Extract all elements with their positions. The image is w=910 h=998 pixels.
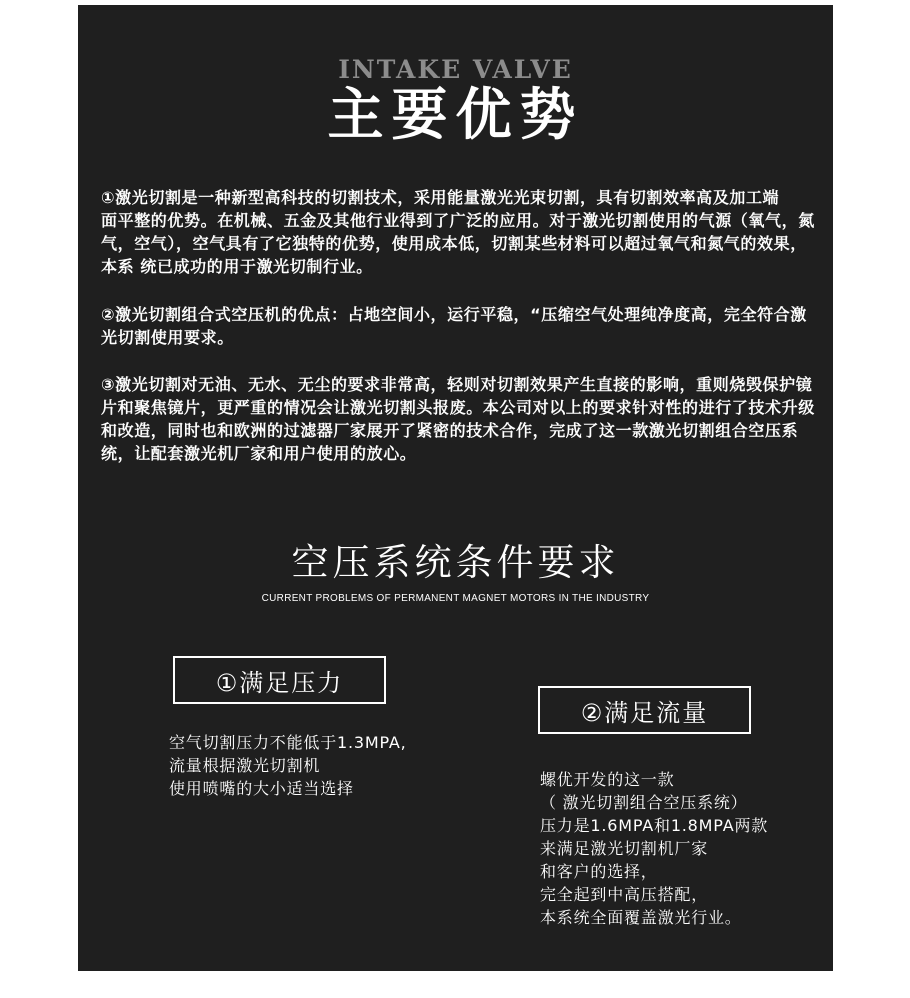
advantage-paragraph-2: ②激光切割组合式空压机的优点：占地空间小，运行平稳，“压缩空气处理纯净度高，完全符合激光切割使用要求。 [101, 305, 807, 347]
requirements-title: 空压系统条件要求 [291, 541, 620, 584]
pressure-requirement-box [173, 656, 386, 704]
pressure-text-line: 空气切割压力不能低于1.3MPA, [169, 733, 407, 752]
flow-text-line: 完全起到中高压搭配， [540, 885, 709, 904]
flow-requirement-label: ②满足流量 [580, 698, 709, 727]
pressure-requirement-label: ①满足压力 [215, 668, 344, 697]
advantage-paragraph-3: ③激光切割对无油、无水、无尘的要求非常高，轻则对切割效果产生直接的影响，重则烧毁保护镜片和聚焦镜片，更严重的情况会让激光切割头报废。本公司对以上的要求针对性的进行了技术升级和改造，同时也和欧洲的过滤器厂家展开了紧密的技术合作，完成了这一款激光切割组合空压系统，让配套激光机厂家和用户使用的放心。 [101, 375, 815, 463]
flow-text-line: 压力是1.6MPA和1.8MPA两款 [540, 816, 769, 835]
flow-text-line: 螺优开发的这一款 [540, 770, 675, 789]
pressure-text-line: 流量根据激光切割机 [169, 756, 321, 775]
pressure-requirement-text [169, 731, 407, 800]
flow-text-line: （ 激光切割组合空压系统） [540, 793, 748, 812]
section-eyebrow: INTAKE VALVE [338, 55, 573, 84]
advantage-paragraph-1: ①激光切割是一种新型高科技的切割技术，采用能量激光光束切割，具有切割效率高及加工端 面平整的优势。在机械、五金及其他行业得到了广泛的应用。对于激光切割使用的气源（氧气，氮气，空气），空气具有了它独特的优势，使用成本低，切割某些材料可以超过氧气和氮气的效果，本系 统已成功的用于激光切制行业。 [101, 188, 815, 276]
flow-text-line: 本系统全面覆盖激光行业。 [540, 908, 742, 927]
flow-requirement-text [540, 768, 768, 929]
content-panel [78, 5, 833, 971]
flow-text-line: 来满足激光切割机厂家 [540, 839, 709, 858]
pressure-text-line: 使用喷嘴的大小适当选择 [169, 779, 354, 798]
flow-requirement-box [538, 686, 751, 734]
flow-text-line: 和客户的选择， [540, 862, 658, 881]
requirements-subtitle: CURRENT PROBLEMS OF PERMANENT MAGNET MOTORS IN THE INDUSTRY [261, 593, 650, 604]
page-title: 主要优势 [327, 83, 584, 148]
